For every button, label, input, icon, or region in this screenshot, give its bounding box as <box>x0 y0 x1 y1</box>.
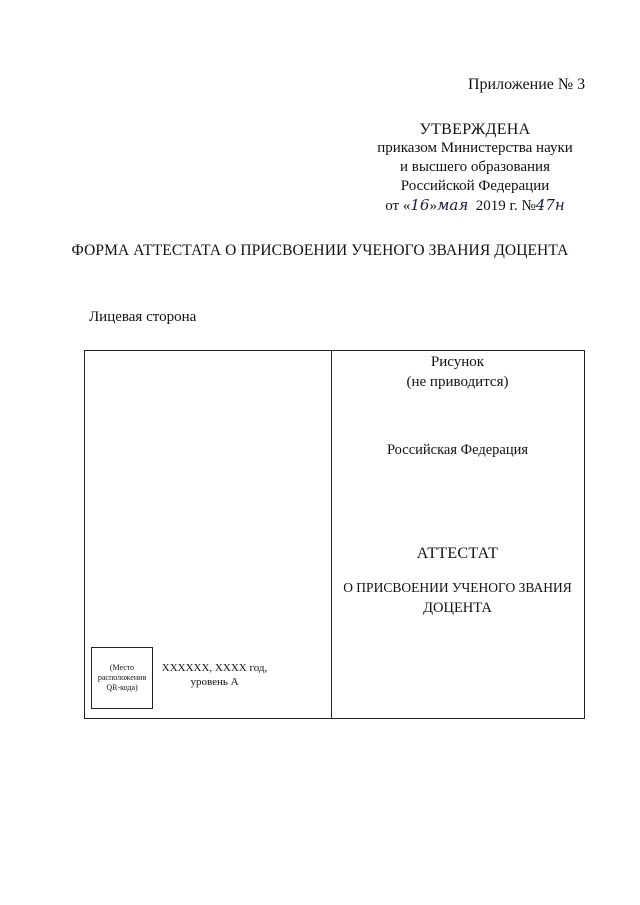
picture-note: (не приводится) <box>406 374 509 390</box>
frame-divider <box>331 350 332 718</box>
order-number-handwritten: 47н <box>535 196 565 214</box>
order-day-handwritten: 16 <box>410 196 430 214</box>
order-month-handwritten: мая <box>436 196 469 214</box>
approval-block <box>360 120 590 216</box>
picture-label: Рисунок <box>430 354 485 370</box>
order-prefix: от « <box>385 198 411 214</box>
serial-line-2: уровень А <box>190 676 239 688</box>
certificate-subtitle: О ПРИСВОЕНИИ УЧЕНОГО ЗВАНИЯ <box>343 580 572 595</box>
qr-code-placeholder <box>91 647 153 709</box>
certificate-title: АТТЕСТАТ <box>416 545 499 562</box>
document-title: ФОРМА АТТЕСТАТА О ПРИСВОЕНИИ УЧЕНОГО ЗВАНИЯ ДОЦЕНТА <box>71 242 569 259</box>
order-year: 2019 г. № <box>475 198 536 214</box>
certificate-rank: ДОЦЕНТА <box>423 600 492 616</box>
country-name: Российская Федерация <box>386 442 529 458</box>
qr-placeholder-text: (Место расположения QR-кода) <box>97 663 147 692</box>
order-mid: » <box>429 198 437 214</box>
approved-line-2: и высшего образования <box>400 159 550 175</box>
approved-line-1: приказом Министерства науки <box>377 140 573 156</box>
approved-title: УТВЕРЖДЕНА <box>419 121 531 138</box>
order-date-line <box>360 196 590 216</box>
appendix-number: Приложение № 3 <box>468 76 586 93</box>
side-label: Лицевая сторона <box>89 309 197 325</box>
serial-line-1: XXXXXX, XXXX год, <box>161 662 268 674</box>
serial-info <box>152 661 277 689</box>
approved-line-3: Российской Федерации <box>400 178 550 194</box>
